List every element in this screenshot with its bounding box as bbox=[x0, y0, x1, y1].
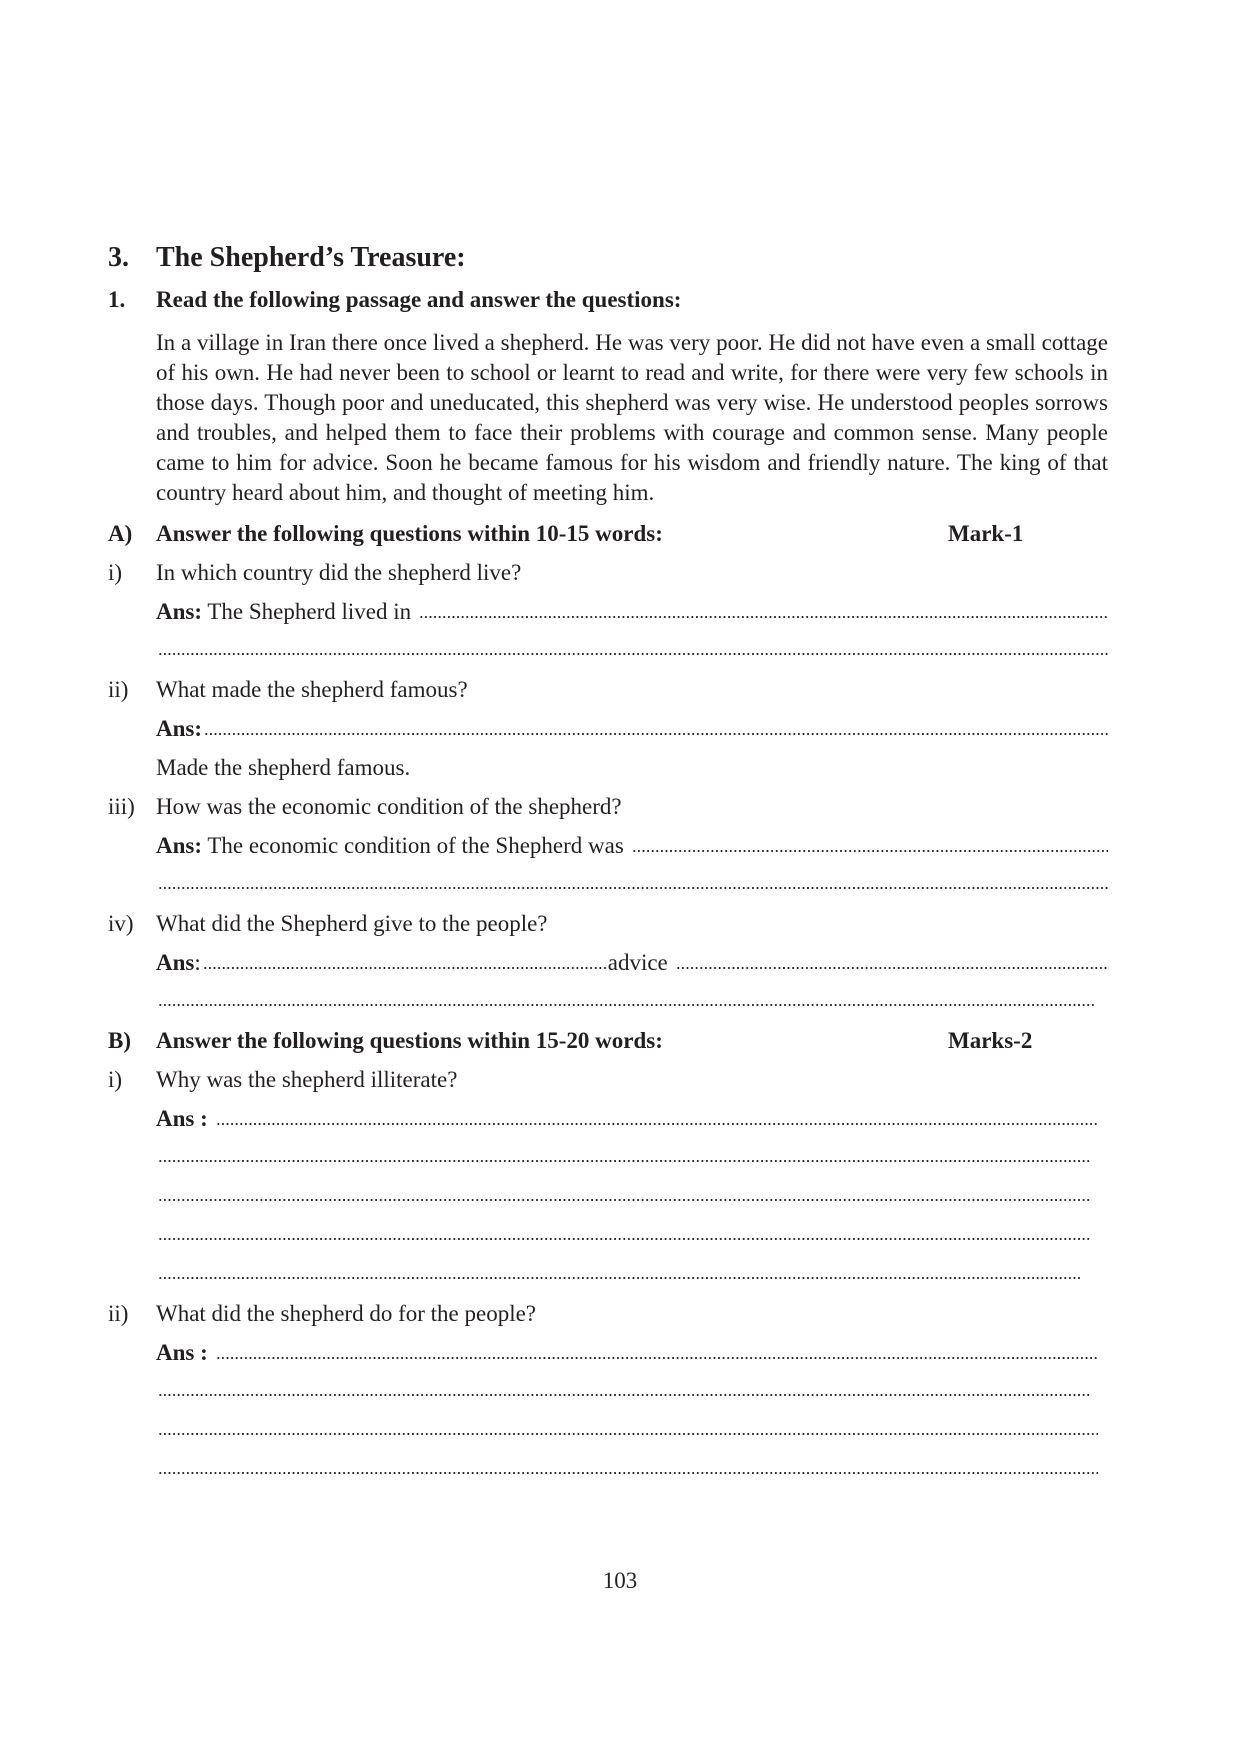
answer-dotted-line[interactable] bbox=[158, 1414, 1098, 1436]
question-a1 bbox=[108, 556, 1108, 590]
answer-colon: : bbox=[194, 950, 201, 975]
answer-dotted-line[interactable] bbox=[203, 948, 608, 970]
answer-label: Ans : bbox=[156, 1340, 208, 1365]
answer-dotted-line[interactable] bbox=[158, 1180, 1092, 1202]
question-number: ii) bbox=[108, 1301, 129, 1326]
answer-prefix: The economic condition of the Shepherd was bbox=[202, 833, 630, 858]
answer-b2-line-2[interactable] bbox=[108, 1375, 1108, 1409]
answer-label: Ans: bbox=[156, 833, 203, 858]
task-number: 1. bbox=[108, 287, 126, 312]
answer-dotted-line[interactable] bbox=[632, 831, 1108, 853]
answer-dotted-line[interactable] bbox=[158, 1141, 1092, 1163]
question-a2 bbox=[108, 673, 1108, 707]
answer-a1-line-2[interactable] bbox=[108, 634, 1108, 668]
part-a-label: A) bbox=[108, 521, 133, 546]
question-a3 bbox=[108, 790, 1108, 824]
part-a-heading: Answer the following questions within 10-15 words: bbox=[156, 521, 663, 546]
answer-suffix-text: Made the shepherd famous. bbox=[156, 755, 411, 780]
answer-b1-line-4[interactable] bbox=[108, 1219, 1108, 1253]
answer-a2-suffix-row bbox=[108, 751, 1108, 785]
task-instruction-row bbox=[108, 283, 1108, 317]
answer-a2-line-1[interactable] bbox=[108, 712, 1108, 746]
part-a-heading-row bbox=[108, 517, 1108, 551]
question-text: What did the Shepherd give to the people? bbox=[156, 911, 548, 936]
question-text: What made the shepherd famous? bbox=[156, 677, 468, 702]
page-number: 103 bbox=[602, 1568, 638, 1593]
question-b1 bbox=[108, 1063, 1108, 1097]
answer-a3-line-2[interactable] bbox=[108, 868, 1108, 902]
section-number: 3. bbox=[108, 242, 129, 273]
answer-dotted-line[interactable] bbox=[158, 868, 1108, 890]
part-b-heading: Answer the following questions within 15-20 words: bbox=[156, 1028, 663, 1053]
answer-dotted-line[interactable] bbox=[216, 1338, 1098, 1360]
answer-label: Ans: bbox=[156, 599, 203, 624]
answer-dotted-line[interactable] bbox=[676, 948, 1108, 970]
task-instruction: Read the following passage and answer the questions: bbox=[156, 287, 682, 312]
answer-dotted-line[interactable] bbox=[158, 1258, 1080, 1280]
answer-b2-line-4[interactable] bbox=[108, 1453, 1108, 1487]
answer-b1-line-2[interactable] bbox=[108, 1141, 1108, 1175]
section-title-row bbox=[108, 238, 1108, 278]
answer-label: Ans : bbox=[156, 1106, 208, 1131]
answer-dotted-line[interactable] bbox=[158, 1453, 1098, 1475]
answer-dotted-line[interactable] bbox=[158, 985, 1096, 1007]
answer-b2-line-1[interactable] bbox=[108, 1336, 1108, 1370]
answer-b1-line-3[interactable] bbox=[108, 1180, 1108, 1214]
answer-dotted-line[interactable] bbox=[216, 1104, 1098, 1126]
question-b2 bbox=[108, 1297, 1108, 1331]
question-number: i) bbox=[108, 1067, 123, 1092]
answer-label: Ans bbox=[156, 950, 195, 975]
answer-middle-word: advice bbox=[607, 950, 674, 975]
part-a-marks: Mark-1 bbox=[948, 521, 1024, 546]
answer-b1-line-1[interactable] bbox=[108, 1102, 1108, 1136]
answer-a3-line-1[interactable] bbox=[108, 829, 1108, 863]
question-number: iii) bbox=[108, 794, 135, 819]
answer-b2-line-3[interactable] bbox=[108, 1414, 1108, 1448]
reading-passage: In a village in Iran there once lived a shepherd. He was very poor. He did not have even a small cottage of his own. He had never been to school or learnt to read and write, for there were very few schools in those days. Though poor and uneducated, this shepherd was very wise. He understood peoples sorrows and troubles, and helped them to face their problems with courage and common sense. Many people came to him for advice. Soon he became famous for his wisdom and friendly nature. The king of that country heard about him, and thought of meeting him. bbox=[156, 330, 1108, 505]
part-b-label: B) bbox=[108, 1028, 131, 1053]
answer-a4-line-1[interactable] bbox=[108, 946, 1108, 980]
answer-a1-line-1[interactable] bbox=[108, 595, 1108, 629]
answer-dotted-line[interactable] bbox=[158, 1375, 1092, 1397]
answer-dotted-line[interactable] bbox=[419, 597, 1108, 619]
answer-dotted-line[interactable] bbox=[158, 634, 1108, 656]
answer-b1-line-5[interactable] bbox=[108, 1258, 1108, 1292]
answer-dotted-line[interactable] bbox=[158, 1219, 1092, 1241]
question-text: What did the shepherd do for the people? bbox=[156, 1301, 537, 1326]
question-number: iv) bbox=[108, 911, 134, 936]
answer-dotted-line[interactable] bbox=[204, 714, 1108, 736]
question-text: How was the economic condition of the shepherd? bbox=[156, 794, 622, 819]
answer-a4-line-2[interactable] bbox=[108, 985, 1108, 1019]
question-number: i) bbox=[108, 560, 123, 585]
answer-prefix: The Shepherd lived in bbox=[202, 599, 417, 624]
question-a4 bbox=[108, 907, 1108, 941]
question-text: In which country did the shepherd live? bbox=[156, 560, 522, 585]
part-b-heading-row bbox=[108, 1024, 1108, 1058]
part-b-marks: Marks-2 bbox=[948, 1028, 1033, 1053]
question-number: ii) bbox=[108, 677, 129, 702]
answer-label: Ans: bbox=[156, 716, 203, 741]
section-title: The Shepherd’s Treasure: bbox=[156, 242, 466, 273]
question-text: Why was the shepherd illiterate? bbox=[156, 1067, 458, 1092]
